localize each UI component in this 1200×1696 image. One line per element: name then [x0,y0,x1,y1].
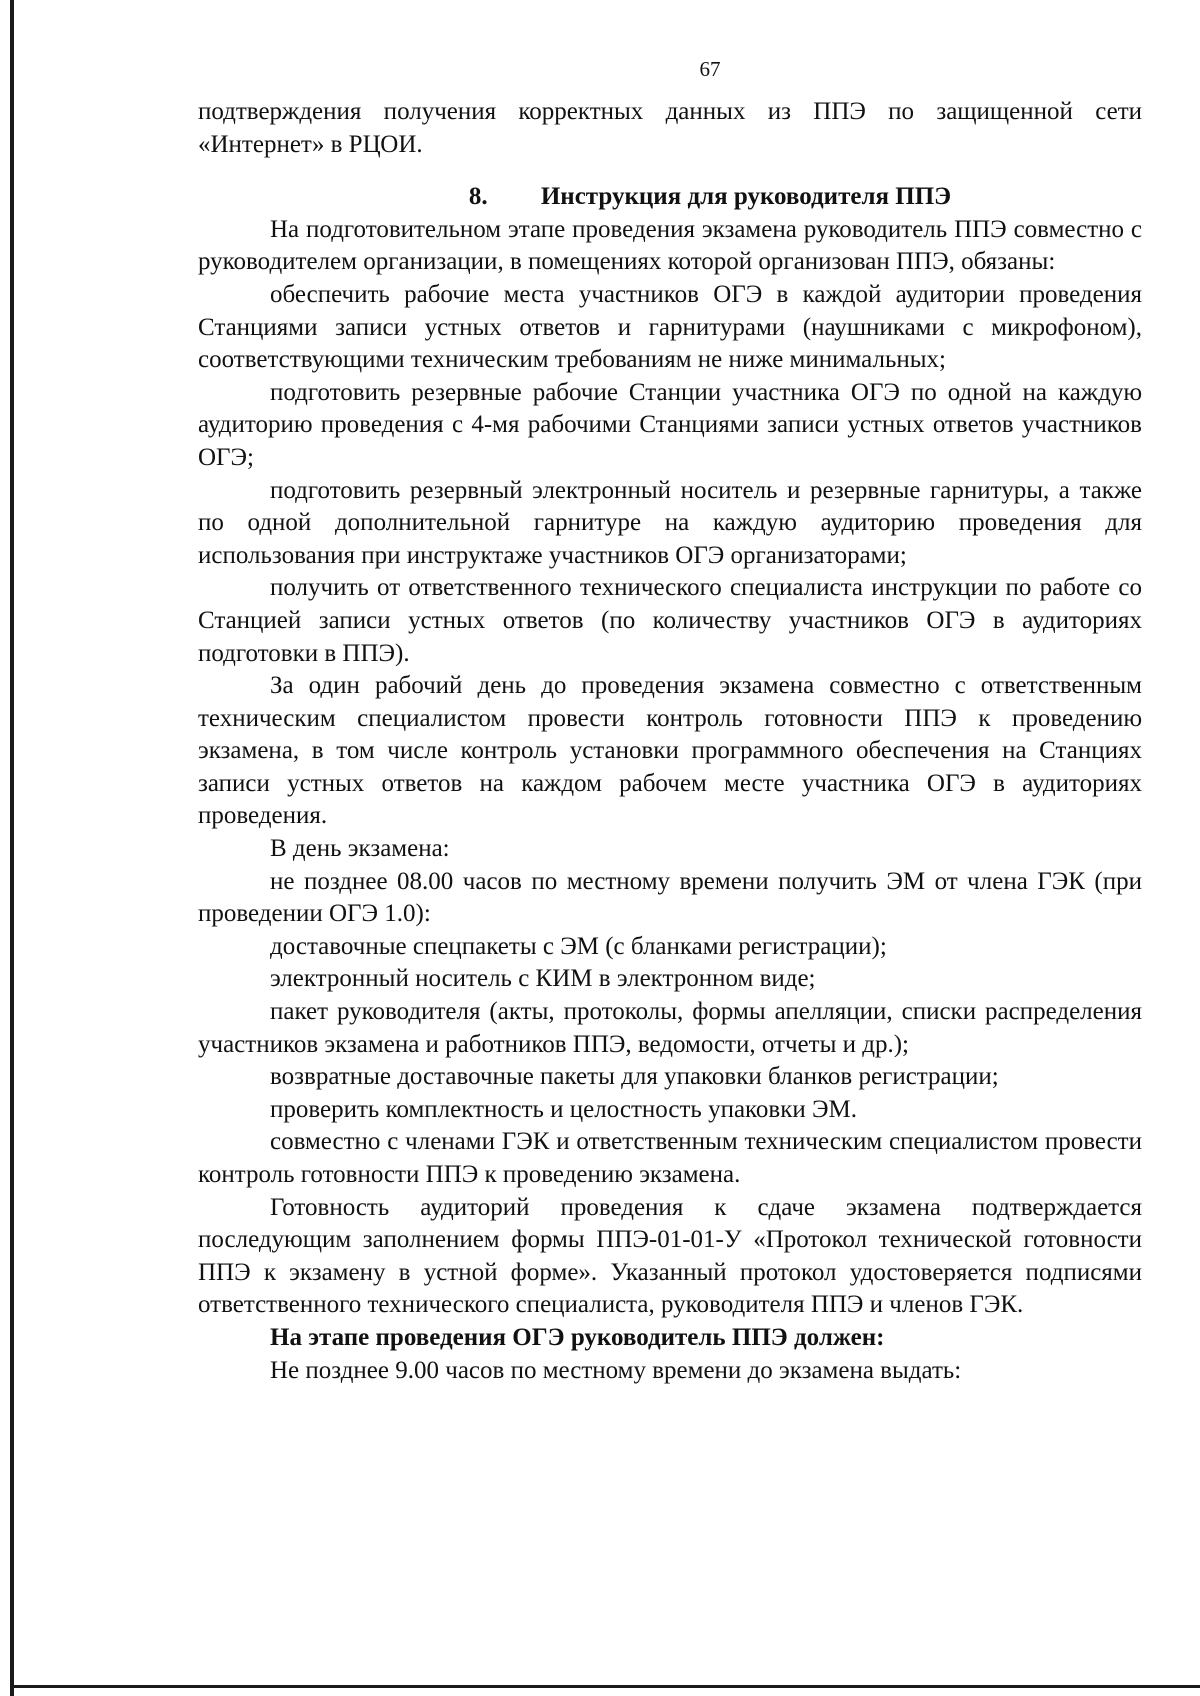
paragraph: За один рабочий день до проведения экзамена совместно с ответственным техническим специалистом провести контроль готовности ППЭ к проведению экзамена, в том числе контроль установки программного обеспечения на Станциях записи устных ответов на каждом рабочем месте участника ОГЭ в аудиториях проведения. [198,672,1142,830]
paragraph: На подготовительном этапе проведения экзамена руководитель ППЭ совместно с руководителем организации, в помещениях которой организован ППЭ, обязаны: [198,215,1142,276]
paragraph: подготовить резервные рабочие Станции участника ОГЭ по одной на каждую аудиторию проведения с 4-мя рабочими Станциями записи устных ответов участников ОГЭ; [198,378,1142,471]
paragraph: получить от ответственного технического специалиста инструкции по работе со Станцией записи устных ответов (по количеству участников ОГЭ в аудиториях подготовки в ППЭ). [198,574,1142,667]
paragraph: возвратные доставочные пакеты для упаковки бланков регистрации; [270,1063,999,1091]
paragraph: не позднее 08.00 часов по местному времени получить ЭМ от члена ГЭК (при проведении ОГЭ 1.0): [198,867,1142,928]
final-paragraph: Не позднее 9.00 часов по местному времени до экзамена выдать: [270,1356,962,1384]
paragraph: Готовность аудиторий проведения к сдаче экзамена подтверждается последующим заполнением формы ППЭ-01-01-У «Протокол технической готовности ППЭ к экзамену в устной форме». Указанный протокол удостоверяется подписями ответственного технического специалиста, руководителя ППЭ и членов ГЭК. [198,1193,1142,1319]
paragraph: проверить комплектность и целостность упаковки ЭМ. [270,1095,857,1123]
scan-edge-left [10,0,14,1696]
paragraph: электронный носитель с КИМ в электронном виде; [270,965,816,993]
scan-edge-bottom [10,1685,1200,1688]
document-page [198,54,1142,1387]
section-title: Инструкция для руководителя ППЭ [540,183,952,211]
section-number: 8. [468,183,488,211]
paragraph: В день экзамена: [270,835,450,863]
bold-statement: На этапе проведения ОГЭ руководитель ППЭ должен: [270,1323,885,1351]
page-number: 67 [699,57,721,81]
section-heading [198,181,1142,214]
paragraph: пакет руководителя (акты, протоколы, формы апелляции, списки распределения участников экзамена и работников ППЭ, ведомости, отчеты и др.); [198,998,1142,1058]
paragraph: доставочные спецпакеты с ЭМ (с бланками регистрации); [270,932,887,960]
paragraph: совместно с членами ГЭК и ответственным техническим специалистом провести контроль готовности ППЭ к проведению экзамена. [198,1128,1142,1188]
paragraph: подготовить резервный электронный носитель и резервные гарнитуры, а также по одной дополнительной гарнитуре на каждую аудиторию проведения для использования при инструктаже участников ОГЭ организаторами; [198,476,1142,569]
paragraph: обеспечить рабочие места участников ОГЭ в каждой аудитории проведения Станциями записи устных ответов и гарнитурами (наушниками с микрофоном), соответствующими техническим требованиям не ниже минимальных; [198,280,1142,374]
intro-paragraph: подтверждения получения корректных данных из ППЭ по защищенной сети «Интернет» в РЦОИ. [198,98,1142,158]
